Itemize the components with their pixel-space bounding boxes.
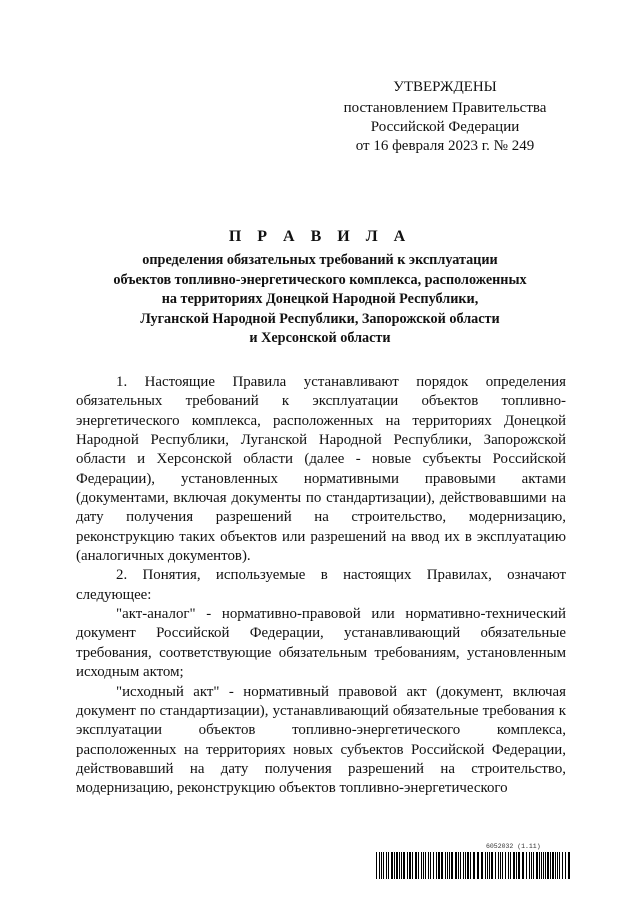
document-code: 6052032 (1.11) <box>486 843 541 850</box>
subtitle-line: и Херсонской области <box>249 330 391 346</box>
paragraph-2: 2. Понятия, используемые в настоящих Правилах, означают следующее: <box>76 567 566 603</box>
subtitle-line: определения обязательных требований к эксплуатации <box>142 252 498 268</box>
document-title: П Р А В И Л А <box>228 228 412 245</box>
approval-title: УТВЕРЖДЕНЫ <box>393 79 497 95</box>
barcode-image <box>376 852 571 879</box>
document-subtitle <box>70 251 570 349</box>
approval-line: Российской Федерации <box>370 119 520 135</box>
definition-source-act: "исходный акт" - нормативный правовой акт (документ, включая документ по стандартизации), устанавливающий обязательные требования к эксплуатации объектов топливно-энергетического комплекса, расположенных на территориях новых субъектов Российской Федерации, действовавший на дату получения разрешений на строительство, модернизацию, реконструкцию объектов топливно-энергетического <box>76 683 566 797</box>
paragraph-1: 1. Настоящие Правила устанавливают порядок определения обязательных требований к эксплуатации объектов топливно-энергетического комплекса, расположенных на территориях Донецкой Народной Республики, Луганской Народной Республики, Запорожской области и Херсонской области (далее - новые субъекты Российской Федерации), установленных нормативными правовыми актами (документами, включая документы по стандартизации), действовавшими на дату получения разрешений на строительство, модернизацию, реконструкцию таких объектов или разрешений на ввод их в эксплуатацию (аналогичных документов). <box>76 374 566 565</box>
document-body <box>76 373 566 799</box>
approval-line: от 16 февраля 2023 г. № 249 <box>355 138 535 154</box>
approval-block <box>330 78 560 156</box>
subtitle-line: на территориях Донецкой Народной Республики, <box>161 291 479 307</box>
subtitle-line: объектов топливно-энергетического комплекса, расположенных <box>113 271 527 288</box>
approval-line: постановлением Правительства <box>343 100 547 116</box>
definition-act-analog: "акт-аналог" - нормативно-правовой или нормативно-технический документ Российской Федерации, устанавливающий обязательные требования, соответствующие обязательным требованиям, установленным исходным актом; <box>76 606 566 681</box>
subtitle-line: Луганской Народной Республики, Запорожской области <box>140 310 500 327</box>
